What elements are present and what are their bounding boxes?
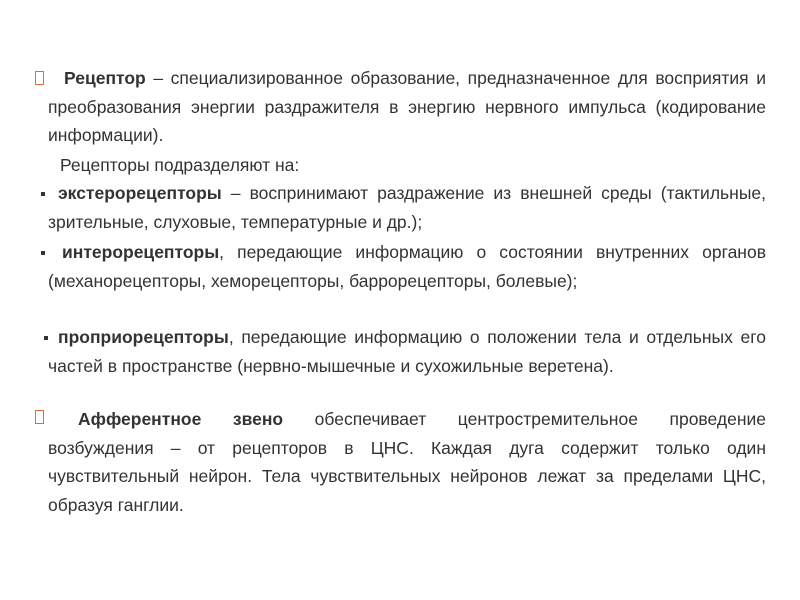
receptor-text: – специализированное образование, предназначенное для восприятия и преобразования энергии раздражителя в энергию нервного импульса (кодирование информации). bbox=[48, 68, 766, 145]
proprioreceptors-item bbox=[48, 323, 766, 380]
afferent-term: Афферентное звено bbox=[78, 409, 284, 429]
receptor-term: Рецептор bbox=[64, 68, 146, 88]
proprio-term: проприорецепторы bbox=[58, 327, 229, 347]
intero-term: интерорецепторы bbox=[62, 242, 220, 262]
proprio-text: , передающие информацию о положении тела и отдельных его частей в пространстве (нервно-мышечные и сухожильные веретена). bbox=[48, 327, 766, 376]
small-black-square-icon bbox=[41, 251, 45, 255]
intero-text: , передающие информацию о состоянии внутренних органов (механорецепторы, хеморецепторы, баррорецепторы, болевые); bbox=[48, 242, 766, 291]
exteroreceptors-item bbox=[48, 179, 766, 236]
extero-term: экстерорецепторы bbox=[58, 183, 222, 203]
subdivide-heading: Рецепторы подразделяют на: bbox=[60, 155, 300, 175]
afferent-text: обеспечивает центростремительное проведение возбуждения – от рецепторов в ЦНС. Каждая дуга содержит только один чувствительный нейрон. Тела чувствительных нейронов лежат за пределами ЦНС, образуя ганглии. bbox=[48, 409, 766, 515]
afferent-link-paragraph bbox=[48, 405, 766, 519]
receptor-definition bbox=[48, 64, 766, 150]
orange-square-outline-icon bbox=[35, 410, 44, 424]
interoreceptors-item bbox=[48, 238, 766, 295]
orange-square-outline-icon bbox=[35, 71, 44, 85]
small-black-square-icon bbox=[41, 192, 45, 196]
extero-text: – воспринимают раздражение из внешней среды (тактильные, зрительные, слуховые, температурные и др.); bbox=[48, 183, 766, 232]
